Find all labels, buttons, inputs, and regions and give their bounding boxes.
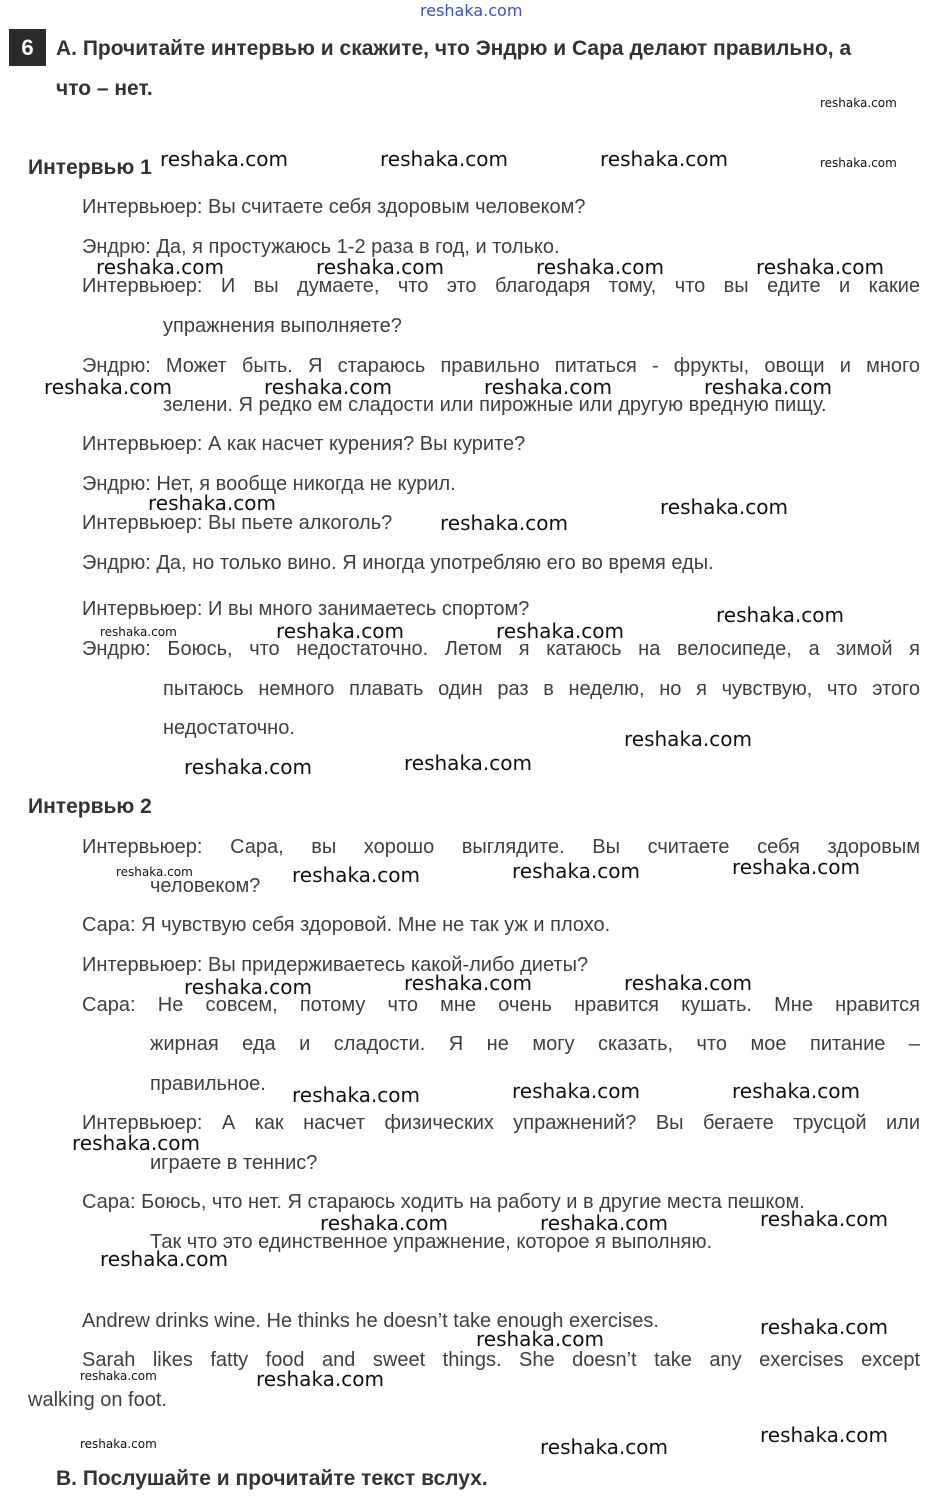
interview1-line: Интервьюер: А как насчет курения? Вы курите? xyxy=(82,433,526,455)
interview2-line: жирная еда и сладости. Я не могу сказать, что мое питание – xyxy=(150,1033,920,1055)
watermark: reshaka.com xyxy=(292,863,420,887)
watermark: reshaka.com xyxy=(540,1211,668,1235)
interview2-line: Сара: Боюсь, что нет. Я стараюсь ходить на работу и в другие места пешком. xyxy=(82,1191,805,1213)
task-instruction-line1: A. Прочитайте интервью и скажите, что Эндрю и Сара делают правильно, а xyxy=(56,37,852,60)
watermark-small: reshaka.com xyxy=(100,625,177,639)
watermark: reshaka.com xyxy=(760,1423,888,1447)
watermark: reshaka.com xyxy=(624,727,752,751)
watermark: reshaka.com xyxy=(72,1131,200,1155)
watermark: reshaka.com xyxy=(184,755,312,779)
watermark: reshaka.com xyxy=(512,859,640,883)
answer-line: Sarah likes fatty food and sweet things. She doesn’t take any exercises except xyxy=(82,1349,920,1371)
watermark: reshaka.com xyxy=(716,603,844,627)
interview1-line: Эндрю: Может быть. Я стараюсь правильно питаться - фрукты, овощи и много xyxy=(82,355,920,377)
watermark: reshaka.com xyxy=(292,1083,420,1107)
answer-line: Andrew drinks wine. He thinks he doesn’t take enough exercises. xyxy=(82,1310,659,1332)
interview1-line: упражнения выполняете? xyxy=(163,315,402,337)
watermark: reshaka.com xyxy=(760,1207,888,1231)
watermark: reshaka.com xyxy=(320,1211,448,1235)
interview1-title: Интервью 1 xyxy=(28,156,152,179)
watermark: reshaka.com xyxy=(540,1435,668,1459)
task-number-badge: 6 xyxy=(9,29,46,66)
watermark-small: reshaka.com xyxy=(80,1369,157,1383)
watermark: reshaka.com xyxy=(96,255,224,279)
watermark: reshaka.com xyxy=(440,511,568,535)
watermark: reshaka.com xyxy=(496,619,624,643)
watermark-small: reshaka.com xyxy=(820,156,897,170)
watermark: reshaka.com xyxy=(600,147,728,171)
watermark: reshaka.com xyxy=(380,147,508,171)
task-instruction-line2: что – нет. xyxy=(56,77,153,100)
watermark: reshaka.com xyxy=(484,375,612,399)
watermark: reshaka.com xyxy=(404,971,532,995)
watermark: reshaka.com xyxy=(660,495,788,519)
interview1-line: пытаюсь немного плавать один раз в неделю, но я чувствую, что этого xyxy=(163,678,920,700)
watermark: reshaka.com xyxy=(264,375,392,399)
interview1-line: Эндрю: Боюсь, что недостаточно. Летом я катаюсь на велосипеде, а зимой я xyxy=(82,638,920,660)
watermark: reshaka.com xyxy=(760,1315,888,1339)
interview1-line: Эндрю: Нет, я вообще никогда не курил. xyxy=(82,473,456,495)
site-watermark: reshaka.com xyxy=(420,1,523,20)
watermark: reshaka.com xyxy=(44,375,172,399)
interview2-line: Так что это единственное упражнение, которое я выполняю. xyxy=(150,1231,713,1253)
watermark: reshaka.com xyxy=(476,1327,604,1351)
interview2-line: Сара: Я чувствую себя здоровой. Мне не так уж и плохо. xyxy=(82,914,611,936)
interview2-line: человеком? xyxy=(150,875,261,897)
interview1-line: недостаточно. xyxy=(163,717,295,739)
watermark: reshaka.com xyxy=(276,619,404,643)
watermark: reshaka.com xyxy=(704,375,832,399)
task-b-instruction: B. Послушайте и прочитайте текст вслух. xyxy=(56,1467,488,1490)
interview2-line: Интервьюер: А как насчет физических упражнений? Вы бегаете трусцой или xyxy=(82,1112,920,1134)
watermark: reshaka.com xyxy=(316,255,444,279)
answer-line: walking on foot. xyxy=(28,1389,167,1411)
watermark: reshaka.com xyxy=(404,751,532,775)
watermark-small: reshaka.com xyxy=(80,1437,157,1451)
watermark: reshaka.com xyxy=(100,1247,228,1271)
interview1-line: Интервьюер: И вы думаете, что это благодаря тому, что вы едите и какие xyxy=(82,275,920,297)
watermark: reshaka.com xyxy=(536,255,664,279)
interview1-line: Эндрю: Да, я простужаюсь 1-2 раза в год, и только. xyxy=(82,236,560,258)
watermark: reshaka.com xyxy=(148,491,276,515)
watermark: reshaka.com xyxy=(256,1367,384,1391)
watermark: reshaka.com xyxy=(732,855,860,879)
interview2-line: Сара: Не совсем, потому что мне очень нравится кушать. Мне нравится xyxy=(82,994,920,1016)
interview2-line: правильное. xyxy=(150,1073,266,1095)
watermark: reshaka.com xyxy=(756,255,884,279)
interview1-line: Интервьюер: Вы пьете алкоголь? xyxy=(82,512,393,534)
watermark-small: reshaka.com xyxy=(116,865,193,879)
interview2-line: Интервьюер: Сара, вы хорошо выглядите. Вы считаете себя здоровым xyxy=(82,836,920,858)
interview1-line: Интервьюер: Вы считаете себя здоровым человеком? xyxy=(82,196,586,218)
interview2-line: Интервьюер: Вы придерживаетесь какой-либо диеты? xyxy=(82,954,589,976)
watermark: reshaka.com xyxy=(732,1079,860,1103)
interview1-line: Интервьюер: И вы много занимаетесь спортом? xyxy=(82,598,530,620)
interview2-title: Интервью 2 xyxy=(28,795,152,818)
interview2-line: играете в теннис? xyxy=(150,1152,318,1174)
watermark: reshaka.com xyxy=(624,971,752,995)
interview1-line: Эндрю: Да, но только вино. Я иногда употребляю его во время еды. xyxy=(82,552,714,574)
interview1-line: зелени. Я редко ем сладости или пирожные или другую вредную пищу. xyxy=(163,394,827,416)
watermark-small: reshaka.com xyxy=(820,96,897,110)
watermark: reshaka.com xyxy=(512,1079,640,1103)
watermark: reshaka.com xyxy=(160,147,288,171)
watermark: reshaka.com xyxy=(184,975,312,999)
